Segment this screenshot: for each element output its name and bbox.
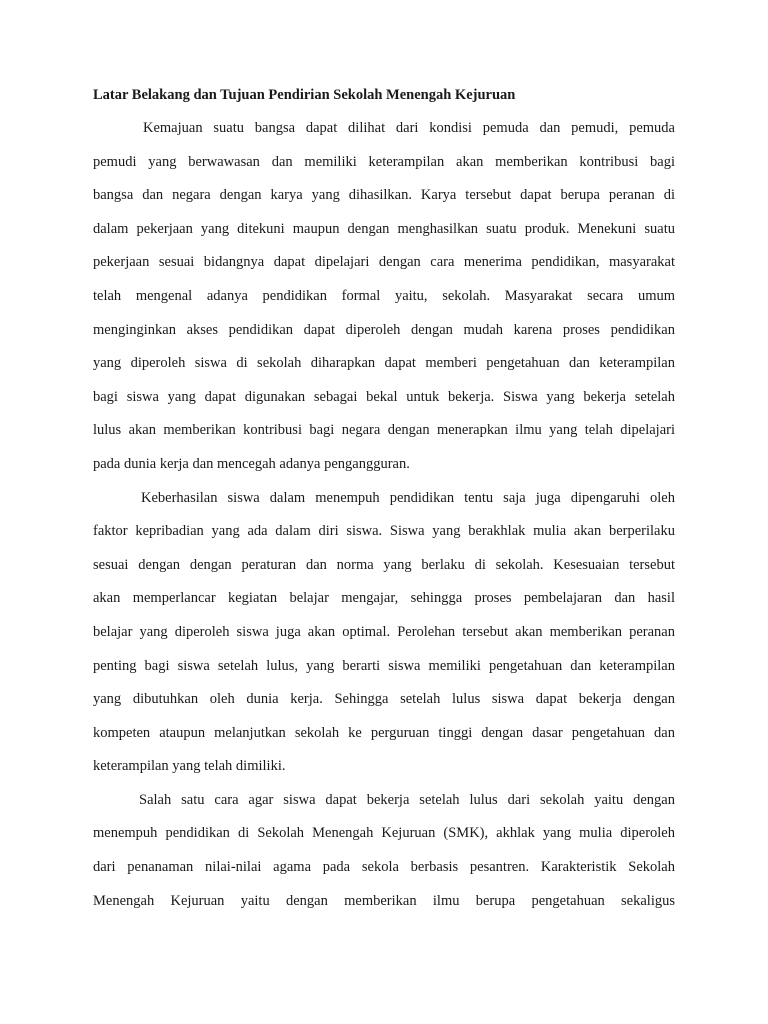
paragraph-line: Menengah Kejuruan yaitu dengan memberikan ilmu berupa pengetahuan sekaligus	[93, 892, 675, 909]
paragraph-line: dari penanaman nilai-nilai agama pada sekola berbasis pesantren. Karakteristik Sekolah	[93, 859, 675, 876]
paragraph-line: penting bagi siswa setelah lulus, yang berarti siswa memiliki pengetahuan dan keterampilan	[93, 657, 675, 674]
paragraph-3	[93, 784, 675, 918]
paragraph-line: pemudi yang berwawasan dan memiliki keterampilan akan memberikan kontribusi bagi	[93, 153, 675, 170]
paragraph-2	[93, 482, 675, 784]
paragraph-line: pekerjaan sesuai bidangnya dapat dipelajari dengan cara menerima pendidikan, masyarakat	[93, 254, 675, 271]
paragraph-line: sesuai dengan dengan peraturan dan norma yang berlaku di sekolah. Kesesuaian tersebut	[93, 556, 675, 573]
paragraph-line: yang dibutuhkan oleh dunia kerja. Sehingga setelah lulus siswa dapat bekerja dengan	[93, 691, 675, 708]
paragraph-line: kompeten ataupun melanjutkan sekolah ke perguruan tinggi dengan dasar pengetahuan dan	[93, 724, 675, 741]
paragraph-line: keterampilan yang telah dimiliki.	[93, 758, 286, 775]
paragraph-line: bagi siswa yang dapat digunakan sebagai bekal untuk bekerja. Siswa yang bekerja setelah	[93, 388, 675, 405]
paragraph-line: dalam pekerjaan yang ditekuni maupun dengan menghasilkan suatu produk. Menekuni suatu	[93, 220, 675, 237]
paragraph-line: Salah satu cara agar siswa dapat bekerja setelah lulus dari sekolah yaitu dengan	[139, 791, 675, 808]
paragraph-line: Kemajuan suatu bangsa dapat dilihat dari kondisi pemuda dan pemudi, pemuda	[143, 120, 675, 136]
paragraph-line: pada dunia kerja dan mencegah adanya pengangguran.	[93, 455, 410, 472]
paragraph-line: bangsa dan negara dengan karya yang dihasilkan. Karya tersebut dapat berupa peranan di	[93, 187, 675, 204]
paragraph-line: Keberhasilan siswa dalam menempuh pendidikan tentu saja juga dipengaruhi oleh	[141, 489, 675, 506]
paragraph-line: yang diperoleh siswa di sekolah diharapkan dapat memberi pengetahuan dan keterampilan	[93, 355, 675, 372]
paragraph-line: telah mengenal adanya pendidikan formal yaitu, sekolah. Masyarakat secara umum	[93, 287, 675, 304]
paragraph-line: menempuh pendidikan di Sekolah Menengah Kejuruan (SMK), akhlak yang mulia diperoleh	[93, 825, 675, 842]
paragraph-line: belajar yang diperoleh siswa juga akan optimal. Perolehan tersebut akan memberikan peranan	[93, 623, 675, 640]
paragraph-line: menginginkan akses pendidikan dapat diperoleh dengan mudah karena proses pendidikan	[93, 321, 675, 338]
paragraph-line: akan memperlancar kegiatan belajar mengajar, sehingga proses pembelajaran dan hasil	[93, 590, 675, 607]
document-page	[93, 78, 675, 918]
paragraph-line: faktor kepribadian yang ada dalam diri siswa. Siswa yang berakhlak mulia akan berperilaku	[93, 523, 675, 540]
paragraph-line: lulus akan memberikan kontribusi bagi negara dengan menerapkan ilmu yang telah dipelajari	[93, 422, 675, 439]
document-heading: Latar Belakang dan Tujuan Pendirian Sekolah Menengah Kejuruan	[93, 87, 516, 103]
paragraph-1	[93, 112, 675, 482]
